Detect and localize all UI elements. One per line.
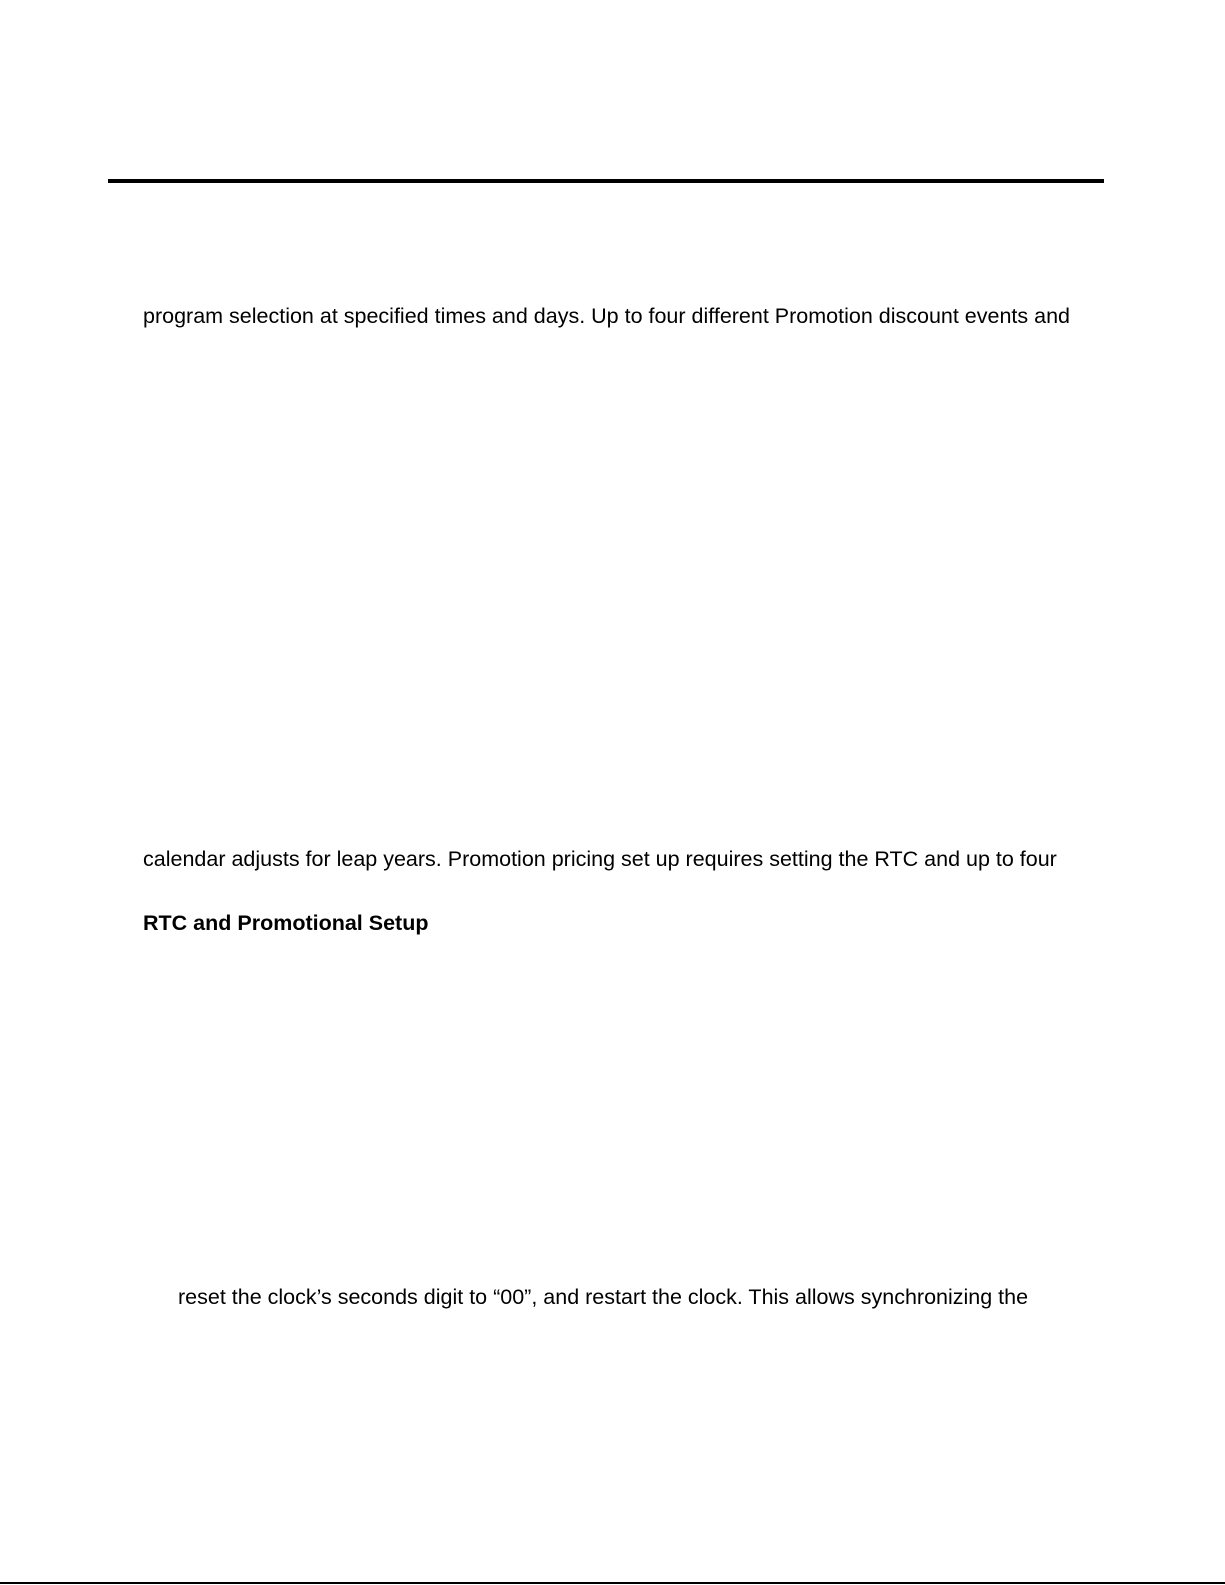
header-divider <box>108 179 1104 183</box>
body-text-line-3: reset the clock’s seconds digit to “00”, and restart the clock. This allows synchronizing the <box>178 1285 1029 1309</box>
body-text-line-1: program selection at specified times and days. Up to four different Promotion discount events and <box>143 304 1070 328</box>
body-text-line-2: calendar adjusts for leap years. Promotion pricing set up requires setting the RTC and up to four <box>143 847 1057 871</box>
section-heading: RTC and Promotional Setup <box>143 911 429 935</box>
footer-divider <box>0 1582 1225 1584</box>
